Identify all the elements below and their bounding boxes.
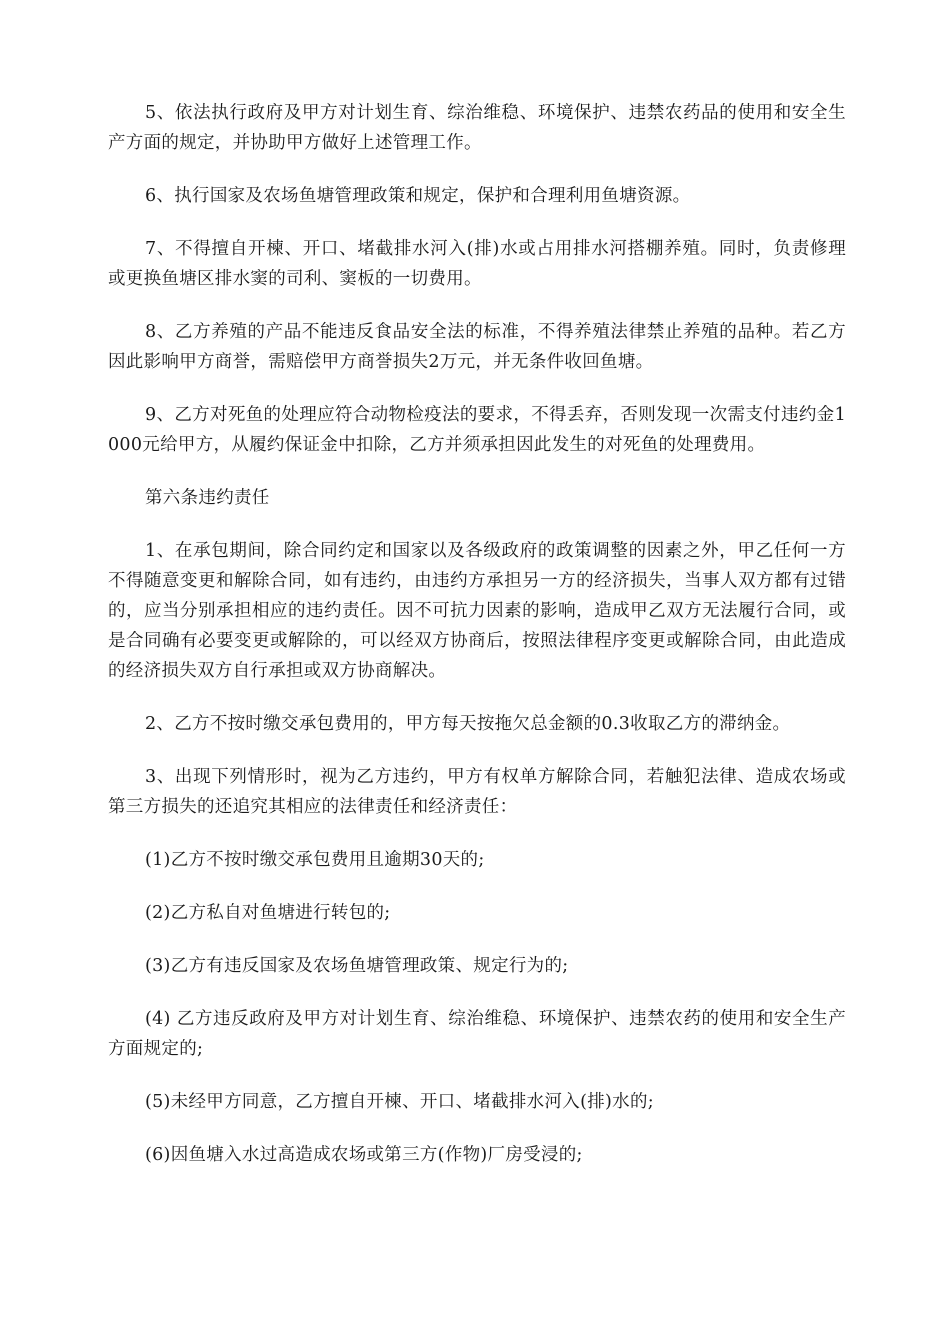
list-item: (5)未经甲方同意，乙方擅自开楝、开口、堵截排水河入(排)水的; bbox=[145, 1092, 654, 1112]
list-item: (4) 乙方违反政府及甲方对计划生育、综治维稳、环境保护、违禁农药的使用和安全生产方面规定的; bbox=[108, 1009, 846, 1059]
clause-5: 5、依法执行政府及甲方对计划生育、综治维稳、环境保护、违禁农药品的使用和安全生产方面的规定，并协助甲方做好上述管理工作。 bbox=[108, 103, 846, 153]
clause-6: 6、执行国家及农场鱼塘管理政策和规定，保护和合理利用鱼塘资源。 bbox=[145, 186, 691, 206]
list-item: (6)因鱼塘入水过高造成农场或第三方(作物)厂房受浸的; bbox=[145, 1145, 583, 1165]
liability-clause-3: 3、出现下列情形时，视为乙方违约，甲方有权单方解除合同，若触犯法律、造成农场或第三方损失的还追究其相应的法律责任和经济责任： bbox=[108, 767, 846, 817]
section-heading: 第六条违约责任 bbox=[145, 488, 270, 508]
clause-7: 7、不得擅自开楝、开口、堵截排水河入(排)水或占用排水河搭棚养殖。同时，负责修理或更换鱼塘区排水窦的司利、窦板的一切费用。 bbox=[108, 239, 846, 289]
document-page bbox=[108, 98, 846, 1193]
clause-9: 9、乙方对死鱼的处理应符合动物检疫法的要求，不得丢弃，否则发现一次需支付违约金1000元给甲方，从履约保证金中扣除，乙方并须承担因此发生的对死鱼的处理费用。 bbox=[108, 405, 846, 455]
liability-clause-2: 2、乙方不按时缴交承包费用的，甲方每天按拖欠总金额的0.3收取乙方的滞纳金。 bbox=[145, 714, 791, 734]
list-item: (3)乙方有违反国家及农场鱼塘管理政策、规定行为的; bbox=[145, 956, 569, 976]
clause-8: 8、乙方养殖的产品不能违反食品安全法的标准，不得养殖法律禁止养殖的品种。若乙方因此影响甲方商誉，需赔偿甲方商誉损失2万元，并无条件收回鱼塘。 bbox=[108, 322, 846, 372]
list-item: (2)乙方私自对鱼塘进行转包的; bbox=[145, 903, 391, 923]
liability-clause-1: 1、在承包期间，除合同约定和国家以及各级政府的政策调整的因素之外，甲乙任何一方不得随意变更和解除合同，如有违约，由违约方承担另一方的经济损失，当事人双方都有过错的，应当分别承担相应的违约责任。因不可抗力因素的影响，造成甲乙双方无法履行合同，或是合同确有必要变更或解除的，可以经双方协商后，按照法律程序变更或解除合同，由此造成的经济损失双方自行承担或双方协商解决。 bbox=[108, 541, 846, 681]
list-item: (1)乙方不按时缴交承包费用且逾期30天的; bbox=[145, 850, 485, 870]
